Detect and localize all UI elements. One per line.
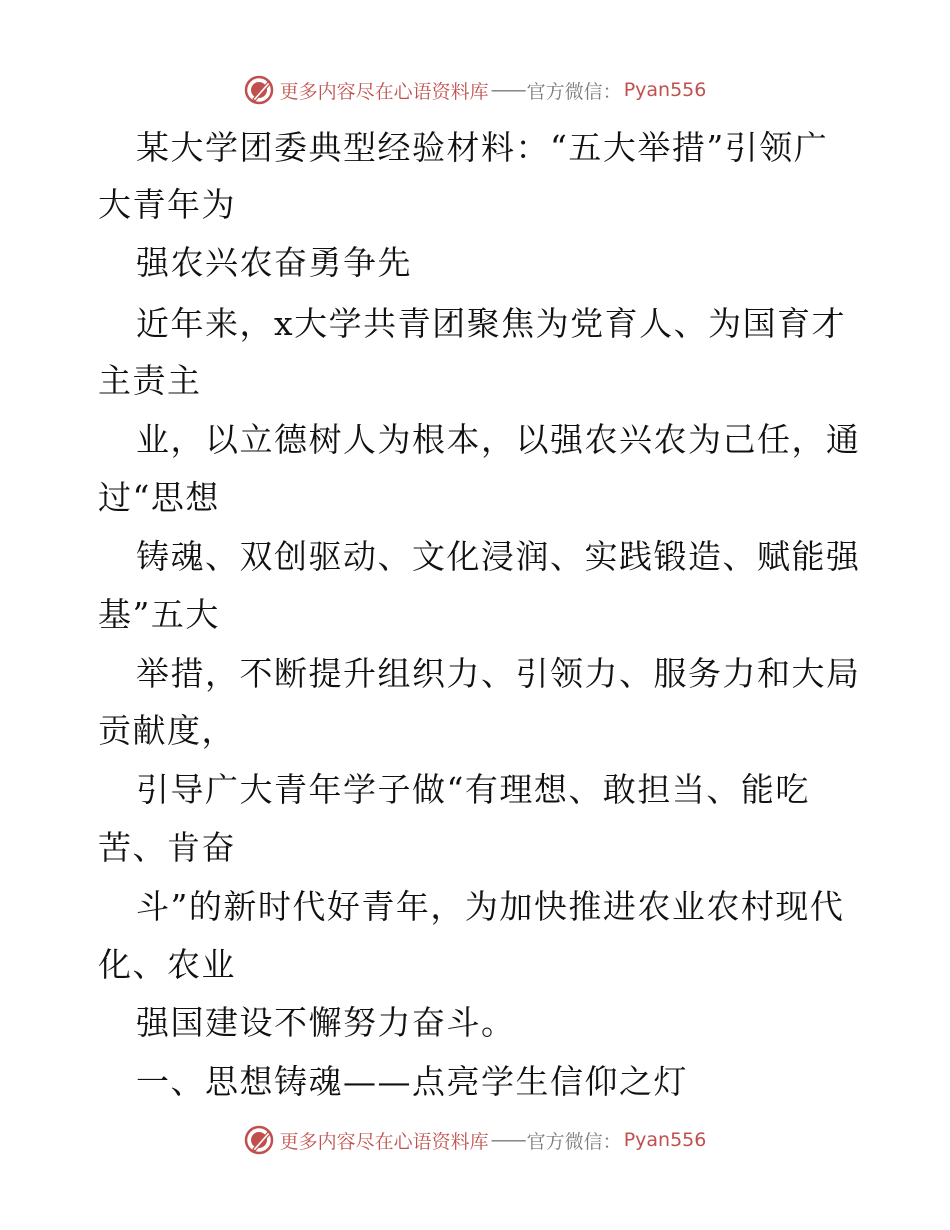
- paragraph-line: 举措，不断提升组织力、引领力、服务力和大局: [136, 654, 861, 693]
- title-line-3: 强农兴农奋勇争先: [136, 243, 412, 282]
- paragraph-line: 引导广大青年学子做“有理想、敢担当、能吃: [136, 770, 810, 809]
- section-heading: 一、思想铸魂——点亮学生信仰之灯: [136, 1062, 688, 1101]
- title-line-2: 大青年为: [98, 185, 236, 224]
- paragraph-line: 过“思想: [98, 478, 220, 517]
- paragraph-line: 业，以立德树人为根本，以强农兴农为己任，通: [136, 420, 861, 459]
- paragraph-line: 主责主: [98, 361, 202, 400]
- paragraph-line: 化、农业: [98, 945, 236, 984]
- watermark-account: Pyan556: [623, 79, 707, 101]
- title-line-1: 某大学团委典型经验材料：“五大举措”引领广: [136, 128, 829, 167]
- paragraph-line: 苦、肯奋: [98, 828, 236, 867]
- paragraph-line: 基”五大: [98, 595, 220, 634]
- watermark-official-text: 官方微信：: [526, 1130, 622, 1153]
- paragraph-line: 斗”的新时代好青年，为加快推进农业农村现代: [136, 887, 845, 926]
- watermark-main-text: 更多内容尽在心语资料库: [279, 80, 489, 103]
- pen-logo-icon: [244, 1125, 274, 1155]
- paragraph-line: 强国建设不懈努力奋斗。: [136, 1003, 516, 1042]
- watermark-main-text: 更多内容尽在心语资料库: [279, 1130, 489, 1153]
- watermark-dash: ——: [490, 79, 525, 101]
- header-watermark: [0, 70, 950, 110]
- watermark-official-text: 官方微信：: [526, 80, 622, 103]
- paragraph-line: 贡献度，: [98, 711, 236, 750]
- paragraph-line: 近年来，x大学共青团聚焦为党育人、为国育才: [136, 304, 847, 343]
- footer-watermark: [0, 1120, 950, 1160]
- pen-logo-icon: [244, 75, 274, 105]
- watermark-dash: ——: [490, 1129, 525, 1151]
- paragraph-line: 铸魂、双创驱动、文化浸润、实践锻造、赋能强: [136, 537, 861, 576]
- watermark-account: Pyan556: [623, 1129, 707, 1151]
